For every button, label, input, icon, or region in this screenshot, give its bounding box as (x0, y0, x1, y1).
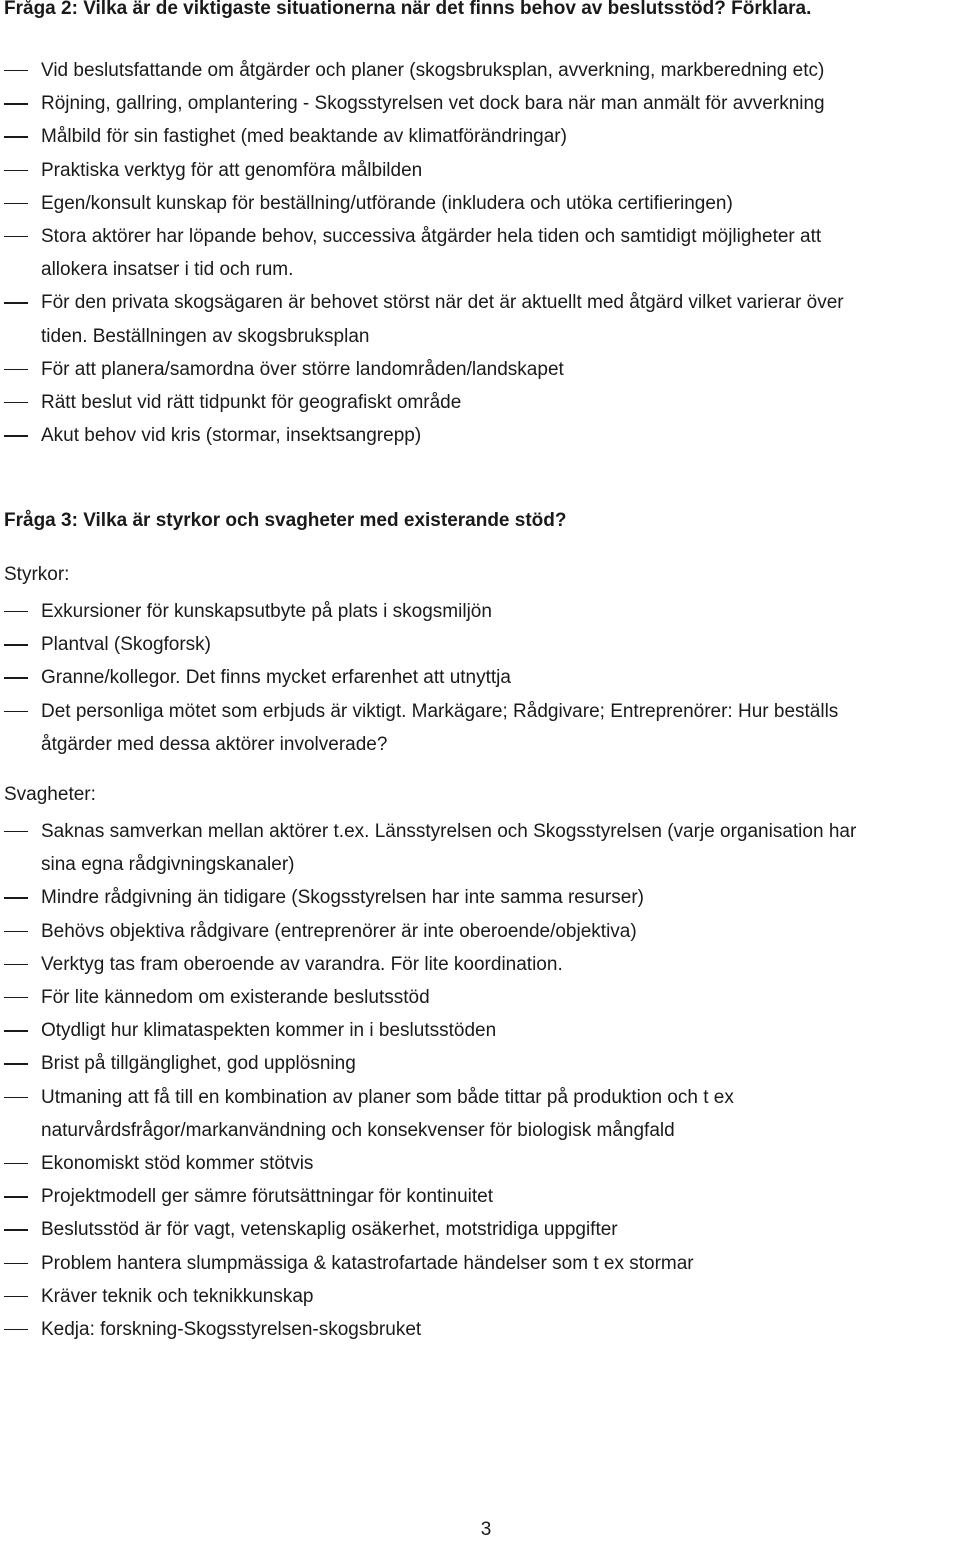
strengths-list (0, 595, 960, 761)
list-item (0, 1213, 960, 1246)
list-item (0, 628, 960, 661)
dash-bullet-icon (4, 997, 28, 998)
list-item-text: allokera insatser i tid och rum. (41, 259, 294, 281)
list-item-text: Behövs objektiva rådgivare (entreprenörer är inte oberoende/objektiva) (41, 920, 637, 942)
dash-bullet-icon (4, 1263, 28, 1264)
list-item (0, 981, 960, 1014)
list-item-text: Egen/konsult kunskap för beställning/utförande (inkludera och utöka certifieringen) (41, 192, 733, 214)
dash-bullet-icon (4, 136, 28, 137)
list-item-text: Ekonomiskt stöd kommer stötvis (41, 1153, 314, 1175)
list-item-text: Röjning, gallring, omplantering - Skogsstyrelsen vet dock bara när man anmält för avverkning (41, 93, 825, 115)
dash-bullet-icon (4, 70, 28, 71)
list-item (0, 286, 960, 352)
weaknesses-label: Svagheter: (4, 784, 96, 805)
dash-bullet-icon (4, 1030, 28, 1031)
list-item (0, 661, 960, 694)
list-item (0, 1180, 960, 1213)
list-item-text: Målbild för sin fastighet (med beaktande av klimatförändringar) (41, 126, 567, 148)
list-item-text: Praktiska verktyg för att genomföra målbilden (41, 159, 423, 181)
dash-bullet-icon (4, 103, 28, 104)
list-item-text: Plantval (Skogforsk) (41, 634, 212, 656)
list-item-text: tiden. Beställningen av skogsbruksplan (41, 325, 370, 347)
list-item-text: Vid beslutsfattande om åtgärder och planer (skogsbruksplan, avverkning, markberedning etc) (41, 60, 825, 81)
list-item (0, 1313, 960, 1346)
list-item (0, 187, 960, 220)
question-2-heading: Fråga 2: Vilka är de viktigaste situationerna när det finns behov av beslutsstöd? Förklara. (4, 0, 812, 19)
list-item (0, 54, 960, 87)
weaknesses-list (0, 815, 960, 1346)
list-item (0, 1081, 960, 1147)
list-item-text: Stora aktörer har löpande behov, successiva åtgärder hela tiden och samtidigt möjligheter att (41, 226, 822, 248)
dash-bullet-icon (4, 611, 28, 612)
list-item (0, 595, 960, 628)
dash-bullet-icon (4, 964, 28, 965)
dash-bullet-icon (4, 644, 28, 645)
list-item-text: Brist på tillgänglighet, god upplösning (41, 1053, 356, 1075)
dash-bullet-icon (4, 170, 28, 171)
list-item (0, 1047, 960, 1080)
list-item-text: För att planera/samordna över större landområden/landskapet (41, 358, 564, 380)
list-item (0, 695, 960, 761)
list-item-text: naturvårdsfrågor/markanvändning och konsekvenser för biologisk mångfald (41, 1119, 675, 1141)
list-item-text: Problem hantera slumpmässiga & katastrofartade händelser som t ex stormar (41, 1252, 694, 1274)
list-item (0, 1147, 960, 1180)
list-item-text: åtgärder med dessa aktörer involverade? (41, 733, 388, 755)
dash-bullet-icon (4, 1329, 28, 1330)
list-item (0, 1247, 960, 1280)
list-item-text: Rätt beslut vid rätt tidpunkt för geografiskt område (41, 392, 462, 414)
list-item (0, 815, 960, 881)
list-item (0, 915, 960, 948)
list-item-text: Kedja: forskning-Skogsstyrelsen-skogsbruket (41, 1319, 422, 1341)
dash-bullet-icon (4, 402, 28, 403)
dash-bullet-icon (4, 1163, 28, 1164)
list-item-text: sina egna rådgivningskanaler) (41, 854, 295, 876)
dash-bullet-icon (4, 369, 28, 370)
list-item-text: Mindre rådgivning än tidigare (Skogsstyrelsen har inte samma resurser) (41, 887, 644, 909)
list-item (0, 353, 960, 386)
list-item-text: Otydligt hur klimataspekten kommer in i beslutsstöden (41, 1020, 497, 1042)
dash-bullet-icon (4, 203, 28, 204)
list-item (0, 419, 960, 452)
list-item-text: Saknas samverkan mellan aktörer t.ex. Länsstyrelsen och Skogsstyrelsen (varje organisation har (41, 821, 857, 842)
dash-bullet-icon (4, 1229, 28, 1230)
dash-bullet-icon (4, 897, 28, 898)
list-item-text: Det personliga mötet som erbjuds är viktigt. Markägare; Rådgivare; Entreprenörer: Hur beställs (41, 700, 839, 722)
dash-bullet-icon (4, 435, 28, 436)
list-item-text: För den privata skogsägaren är behovet störst när det är aktuellt med åtgärd vilket varierar över (41, 292, 844, 314)
list-item (0, 154, 960, 187)
list-item-text: Akut behov vid kris (stormar, insektsangrepp) (41, 425, 422, 447)
dash-bullet-icon (4, 1097, 28, 1098)
list-item (0, 948, 960, 981)
dash-bullet-icon (4, 711, 28, 712)
list-item-text: Kräver teknik och teknikkunskap (41, 1285, 314, 1307)
list-item-text: Verktyg tas fram oberoende av varandra. För lite koordination. (41, 953, 563, 975)
dash-bullet-icon (4, 1296, 28, 1297)
list-item (0, 1280, 960, 1313)
list-item (0, 1014, 960, 1047)
dash-bullet-icon (4, 677, 28, 678)
list-item-text: Projektmodell ger sämre förutsättningar för kontinuitet (41, 1186, 493, 1208)
list-item-text: Beslutsstöd är för vagt, vetenskaplig osäkerhet, motstridiga uppgifter (41, 1219, 618, 1241)
strengths-label: Styrkor: (4, 564, 70, 585)
dash-bullet-icon (4, 1196, 28, 1197)
list-item (0, 220, 960, 286)
dash-bullet-icon (4, 931, 28, 932)
list-item (0, 386, 960, 419)
list-item-text: För lite kännedom om existerande beslutsstöd (41, 987, 430, 1009)
dash-bullet-icon (4, 1063, 28, 1064)
page-number: 3 (480, 1519, 492, 1540)
dash-bullet-icon (4, 302, 28, 303)
question-2-list (0, 54, 960, 452)
list-item (0, 120, 960, 153)
list-item (0, 87, 960, 120)
list-item-text: Utmaning att få till en kombination av planer som både tittar på produktion och t ex (41, 1086, 734, 1108)
list-item-text: Exkursioner för kunskapsutbyte på plats i skogsmiljön (41, 601, 492, 622)
dash-bullet-icon (4, 236, 28, 237)
question-3-heading: Fråga 3: Vilka är styrkor och svagheter med existerande stöd? (4, 510, 567, 531)
list-item (0, 881, 960, 914)
dash-bullet-icon (4, 831, 28, 832)
list-item-text: Granne/kollegor. Det finns mycket erfarenhet att utnyttja (41, 667, 511, 689)
